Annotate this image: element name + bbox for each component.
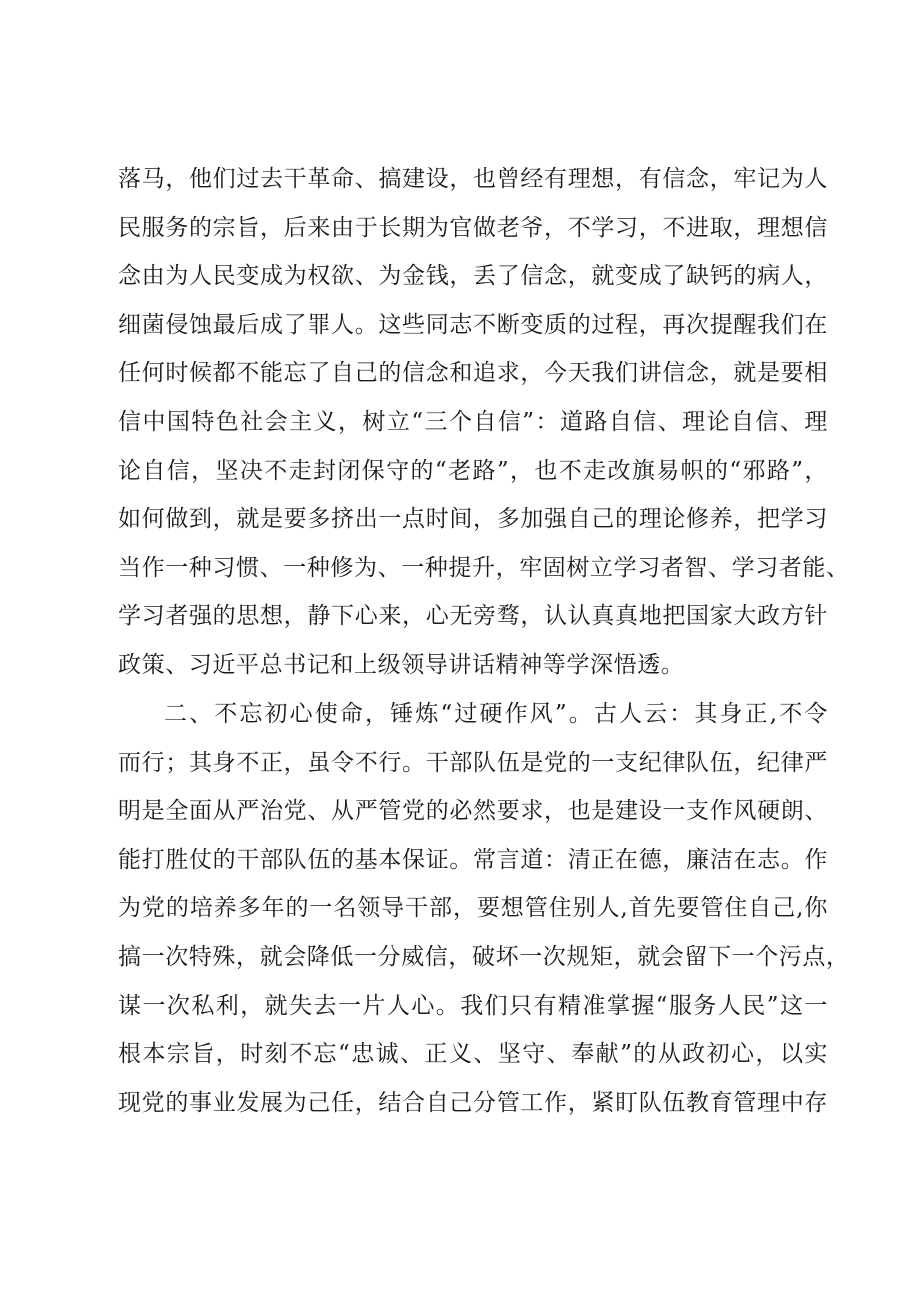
paragraph-1-line: 如何做到，就是要多挤出一点时间，多加强自己的理论修养，把学习 (118, 506, 828, 533)
paragraph-1-line: 落马，他们过去干革命、搞建设，也曾经有理想，有信念，牢记为人 (118, 166, 828, 192)
paragraph-1-line: 当作一种习惯、一种修为、一种提升，牢固树立学习者智、学习者能、 (118, 554, 850, 581)
paragraph-1-line: 论自信，坚决不走封闭保守的“老路”，也不走改旗易帜的“邪路”， (118, 457, 828, 484)
paragraph-2-line: 明是全面从严治党、从严管党的必然要求，也是建设一支作风硬朗、 (118, 798, 828, 825)
paragraph-2-line: 根本宗旨，时刻不忘“忠诚、正义、坚守、奉献”的从政初心，以实 (118, 1041, 828, 1068)
paragraph-1-line: 信中国特色社会主义，树立“三个自信”：道路自信、理论自信、理 (118, 408, 828, 435)
paragraph-1-line: 细菌侵蚀最后成了罪人。这些同志不断变质的过程，再次提醒我们在 (118, 311, 828, 338)
paragraph-2-line: 为党的培养多年的一名领导干部，要想管住别人,首先要管住自己,你 (118, 895, 828, 922)
paragraph-2-first-line: 二、不忘初心使命，锤炼“过硬作风”。古人云：其身正,不令 (164, 701, 828, 727)
paragraph-1-line: 念由为人民变成为权欲、为金钱，丢了信念，就变成了缺钙的病人， (118, 263, 828, 290)
paragraph-1 (118, 155, 850, 690)
paragraph-2-line: 搞一次特殊，就会降低一分威信，破坏一次规矩，就会留下一个污点， (118, 943, 850, 970)
paragraph-1-last-line: 政策、习近平总书记和上级领导讲话精神等学深悟透。 (118, 651, 685, 678)
paragraph-1-line: 民服务的宗旨，后来由于长期为官做老爷，不学习，不进取，理想信 (118, 214, 828, 241)
paragraph-2-line: 谋一次私利，就失去一片人心。我们只有精准掌握“服务人民”这一 (118, 992, 828, 1019)
paragraph-1-line: 学习者强的思想，静下心来，心无旁骛，认认真真地把国家大政方针 (118, 603, 828, 630)
paragraph-2 (118, 690, 850, 1127)
paragraph-2-line: 而行；其身不正，虽令不行。干部队伍是党的一支纪律队伍，纪律严 (118, 749, 828, 776)
paragraph-2-line: 能打胜仗的干部队伍的基本保证。常言道：清正在德，廉洁在志。作 (118, 846, 828, 873)
paragraph-1-line: 任何时候都不能忘了自己的信念和追求，今天我们讲信念，就是要相 (118, 360, 828, 387)
paragraph-2-line: 现党的事业发展为己任，结合自己分管工作，紧盯队伍教育管理中存 (118, 1089, 828, 1116)
